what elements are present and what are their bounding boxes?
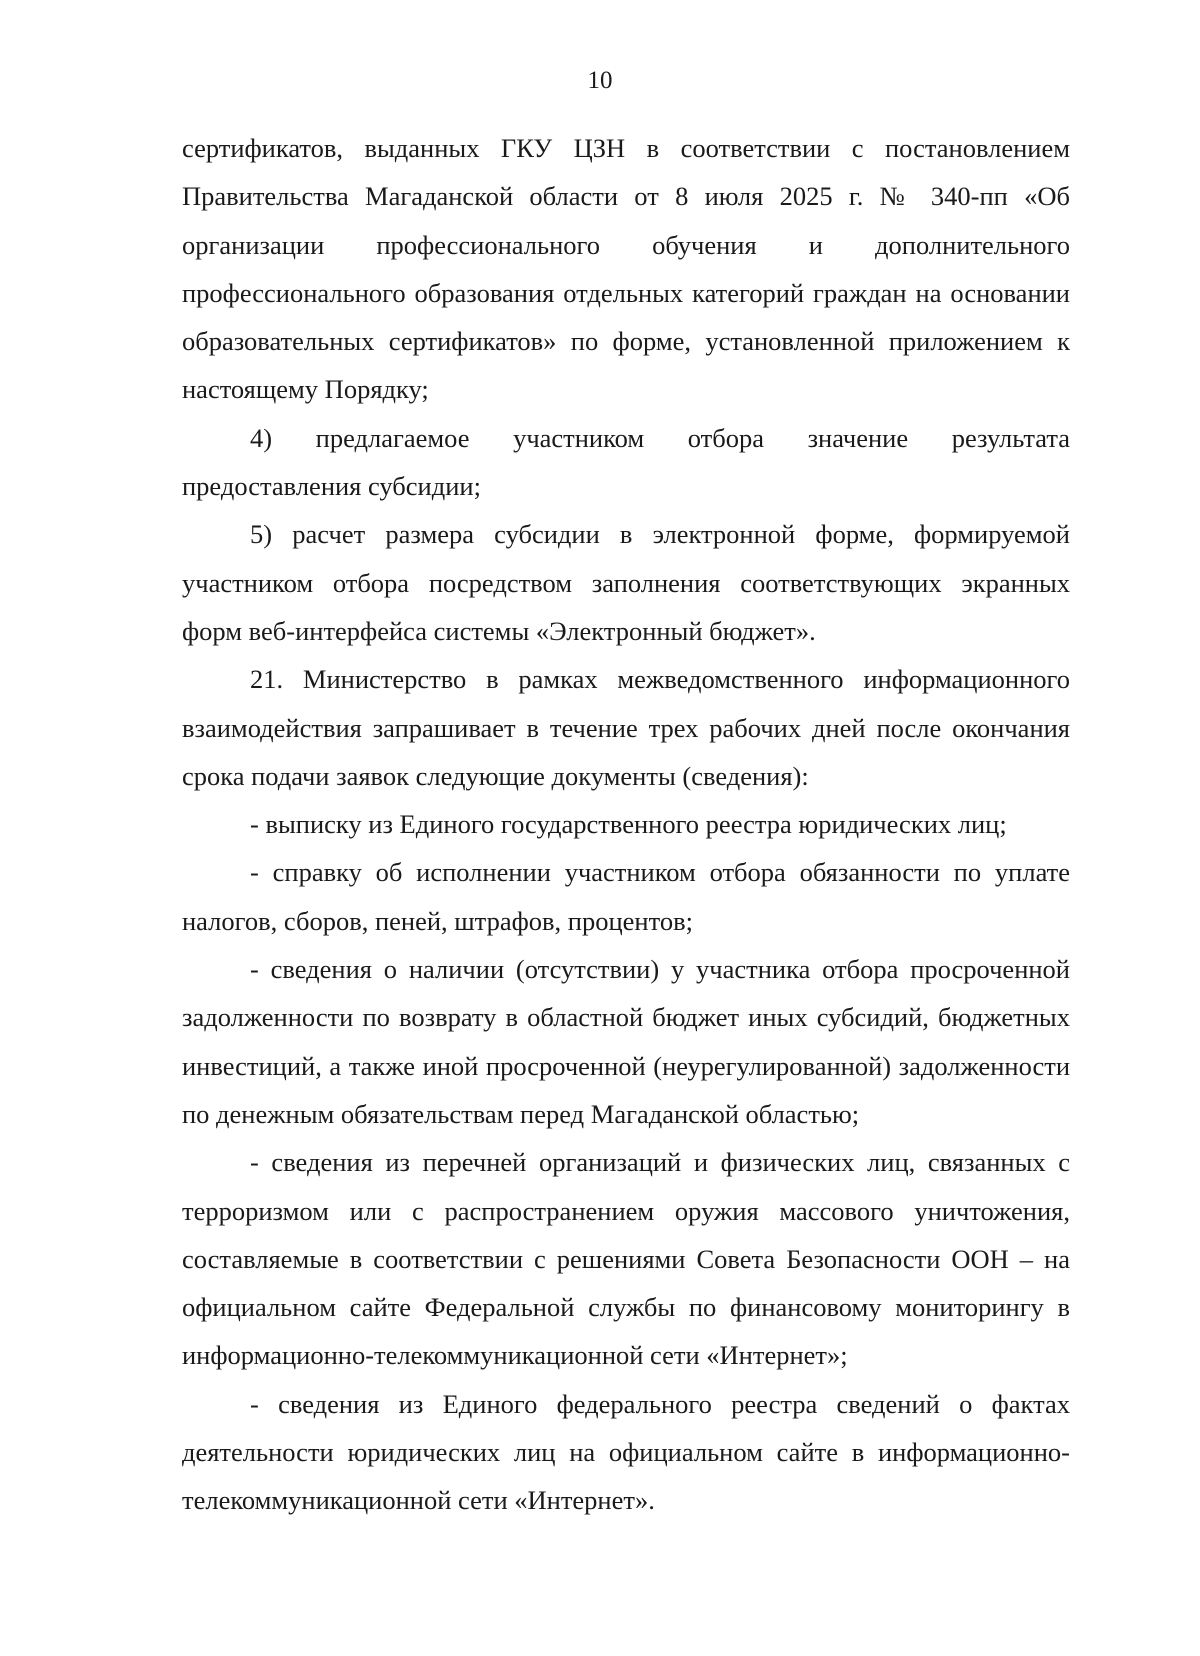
page-number: 10 bbox=[587, 67, 613, 94]
paragraph-certificates-continuation: сертификатов, выданных ГКУ ЦЗН в соответствии с постановлением Правительства Магаданской области от 8 июля 2025 г. № 340-пп «Об организации профессионального обучения и дополнительного профессионального образования отдельных категорий граждан на основании образовательных сертификатов» по форме, установленной приложением к настоящему Порядку; bbox=[182, 133, 1070, 405]
list-item-fedresurs-info: - сведения из Единого федерального реестра сведений о фактах деятельности юридических лиц на официальном сайте в информационно-телекоммуникационной сети «Интернет». bbox=[182, 1388, 1070, 1516]
list-item-egrul-extract: - выписку из Единого государственного реестра юридических лиц; bbox=[250, 809, 1007, 840]
list-item-tax-certificate: - справку об исполнении участником отбора обязанности по уплате налогов, сборов, пеней, штрафов, процентов; bbox=[182, 857, 1070, 936]
list-item-terrorism-lists-info: - сведения из перечней организаций и физических лиц, связанных с терроризмом или с распространением оружия массового уничтожения, составляемые в соответствии с решениями Совета Безопасности ООН – на официальном сайте Федеральной службы по финансовому мониторингу в информационно-телекоммуникационной сети «Интернет»; bbox=[182, 1147, 1070, 1371]
paragraph-clause-21-interagency-request: 21. Министерство в рамках межведомственного информационного взаимодействия запрашивает в течение трех рабочих дней после окончания срока подачи заявок следующие документы (сведения): bbox=[182, 664, 1070, 791]
list-item-overdue-debt-info: - сведения о наличии (отсутствии) у участника отбора просроченной задолженности по возврату в областной бюджет иных субсидий, бюджетных инвестиций, а также иной просроченной (неурегулированной) задолженности по денежным обязательствам перед Магаданской областью; bbox=[182, 954, 1070, 1129]
document-body bbox=[182, 124, 1070, 1525]
paragraph-item-5-subsidy-calculation: 5) расчет размера субсидии в электронной форме, формируемой участником отбора посредством заполнения соответствующих экранных форм веб-интерфейса системы «Электронный бюджет». bbox=[182, 519, 1070, 646]
paragraph-item-4-result-value: 4) предлагаемое участником отбора значение результата предоставления субсидии; bbox=[182, 422, 1070, 502]
